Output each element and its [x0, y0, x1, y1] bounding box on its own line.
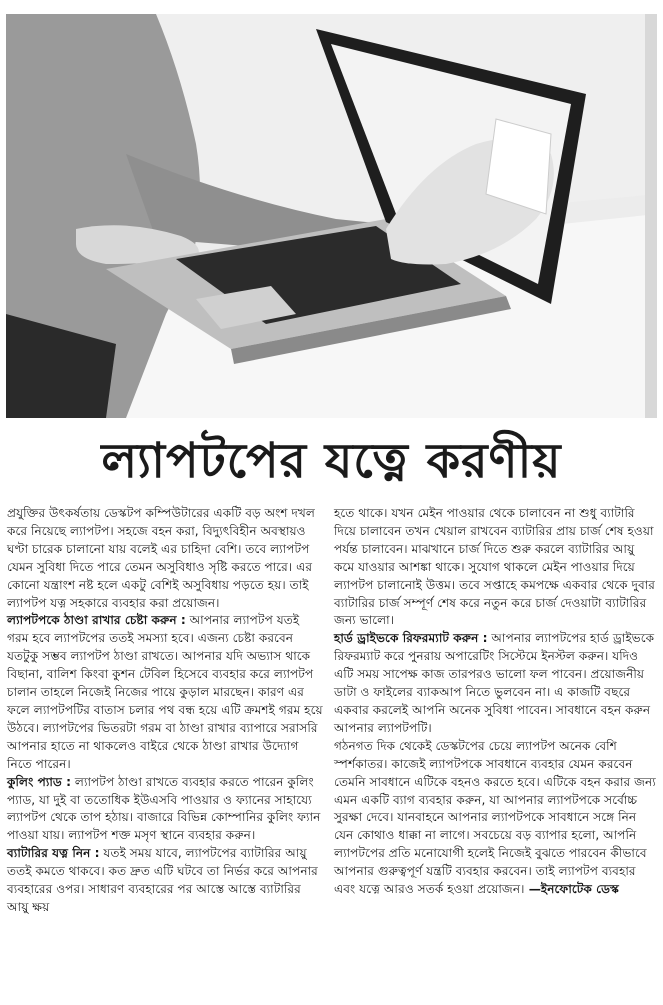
article-headline: ল্যাপটপের যত্নে করণীয়: [101, 433, 562, 489]
carry-text: গঠনগত দিক থেকেই ডেস্কটপের চেয়ে ল্যাপটপ অনেক বেশি স্পর্শকাতর। কাজেই ল্যাপটপকে সাবধানে ব্যবহার যেমন করবেন তেমনি সাবধানে এটিকে বহনও করতে হবে। এটিকে বহন করার জন্য এমন একটি ব্যাগ ব্যবহার করুন, যা আপনার ল্যাপটপকে সর্বোচ্চ সুরক্ষা দেবে। যানবাহনে আপনার ল্যাপটপকে সাবধানে সঙ্গে নিন যেন কোথাও ধাক্কা না লাগে। সবচেয়ে বড় ব্যাপার হলো, আপনি ল্যাপটপের প্রতি মনোযোগী হলেই নিজেই বুঝতে পারবেন কীভাবে আপনার গুরুত্বপূর্ণ যন্ত্রটি ব্যবহার করবেন। তাই ল্যাপটপ ব্যবহার এবং যত্নে আরও সতর্ক হওয়া প্রয়োজন।: [334, 738, 656, 897]
intro-paragraph: প্রযুক্তির উৎকর্ষতায় ডেস্কটপ কম্পিউটারের একটি বড় অংশ দখল করে নিয়েছে ল্যাপটপ। সহজে বহন করা, বিদ্যুৎবিহীন অবস্থায়ও ঘণ্টা চারেক চালানো যায় বলেই এর চাহিদা বেশি। তবে ল্যাপটপ যেমন সুবিধা দিতে পারে তেমন অসুবিধাও সৃষ্টি করতে পারে। এর কোনো যন্ত্রাংশ নষ্ট হলে একটু বেশিই অসুবিধায় পড়তে হয়। তাই ল্যাপটপ যত্ন সহকারে ব্যবহার করা প্রয়োজন।: [7, 506, 315, 610]
battery-text: যতই সময় যাবে, ল্যাপটপের ব্যাটারির আয়ু ততই কমতে থাকবে। কত দ্রুত এটি ঘটবে তা নির্ভর করে আপনার ব্যবহারের ওপর। সাধারণ ব্যবহারের পর আস্তে আস্তে ব্যাটারির আয়ু ক্ষয়: [7, 846, 318, 914]
battery-subheading: ব্যাটারির যত্ন নিন :: [7, 846, 100, 861]
hard-drive-subheading: হার্ড ড্রাইভকে রিফরম্যাট করুন :: [334, 631, 488, 646]
cooling-pad-paragraph: [7, 774, 323, 846]
battery-paragraph: [7, 845, 323, 917]
hard-drive-text: আপনার ল্যাপটপের হার্ড ড্রাইভকে রিফরম্যাট করে পুনরায় অপারেটিং সিস্টেমে ইনস্টল করুন। যদিও এটি সময় সাপেক্ষ কাজ তারপরও ভালো ফল পাবেন। প্রয়োজনীয় ডাটা ও ফাইলের ব্যাকআপ নিতে ভুলবেন না। এ কাজটি বছরে একবার করলেই আপনি অনেক সুবিধা পাবেন। সাবধানে বহন করুন আপনার ল্যাপটপটি।: [334, 631, 655, 735]
article-column-left: [7, 505, 323, 917]
cooling-pad-text: ল্যাপটপ ঠাণ্ডা রাখতে ব্যবহার করতে পারেন কুলিং প্যাড, যা দুই বা ততোধিক ইউএসবি পাওয়ার ও ফ্যানের সাহায্যে ল্যাপটপ থেকে তাপ হঠায়। বাজারে বিভিন্ন কোম্পানির কুলিং ফ্যান পাওয়া যায়। ল্যাপটপ শক্ত মসৃণ স্থানে ব্যবহার করুন।: [7, 774, 321, 843]
laptop-cleaning-photo: [6, 14, 657, 418]
article-column-right: [334, 505, 656, 899]
hard-drive-paragraph: [334, 630, 656, 737]
carry-paragraph: [334, 738, 656, 899]
cooling-subheading: ল্যাপটপকে ঠাণ্ডা রাখার চেষ্টা করুন :: [7, 613, 186, 628]
cooling-pad-subheading: কুলিং প্যাড :: [7, 774, 72, 789]
author-credit: —ইনফোটেক ডেস্ক: [524, 882, 619, 897]
cooling-paragraph: [7, 612, 323, 773]
battery-continued-paragraph: হতে থাকে। যখন মেইন পাওয়ার থেকে চালাবেন না শুধু ব্যাটারি দিয়ে চালাবেন তখন খেয়াল রাখবেন ব্যাটারির প্রায় চার্জ শেষ হওয়া পর্যন্ত চালাবেন। মাঝখানে চার্জ দিতে শুরু করলে ব্যাটারির আয়ু কমে যাওয়ার আশঙ্কা থাকে। সুযোগ থাকলে মেইন পাওয়ার দিয়ে ল্যাপটপ চালানোই উত্তম। তবে সপ্তাহে কমপক্ষে একবার থেকে দুবার ব্যাটারির চার্জ সম্পূর্ণ শেষ করে নতুন করে চার্জ দেওয়াটা ব্যাটারির জন্য ভালো।: [334, 506, 656, 628]
cooling-text: আপনার ল্যাপটপ যতই গরম হবে ল্যাপটপের ততই সমস্যা হবে। এজন্য চেষ্টা করবেন যতটুকু সম্ভব ল্যাপটপ ঠাণ্ডা রাখতে। আপনার যদি অভ্যাস থাকে বিছানা, বালিশ কিংবা কুশন টেবিল হিসেবে ব্যবহার করে ল্যাপটপ চালান তাহলে নিজেই নিজের পায়ে কুড়াল মারছেন। কারণ এর ফলে ল্যাপটপটির বাতাস চলার পথ বন্ধ হয়ে এটি ক্রমশই গরম হয়ে উঠবে। ল্যাপটপের ভিতরটা গরম বা ঠাণ্ডা রাখার ব্যাপারে সরাসরি আপনার হাতে না থাকলেও বাইরে থেকে ঠাণ্ডা রাখার উদ্যোগ নিতে পারেন।: [7, 613, 323, 771]
